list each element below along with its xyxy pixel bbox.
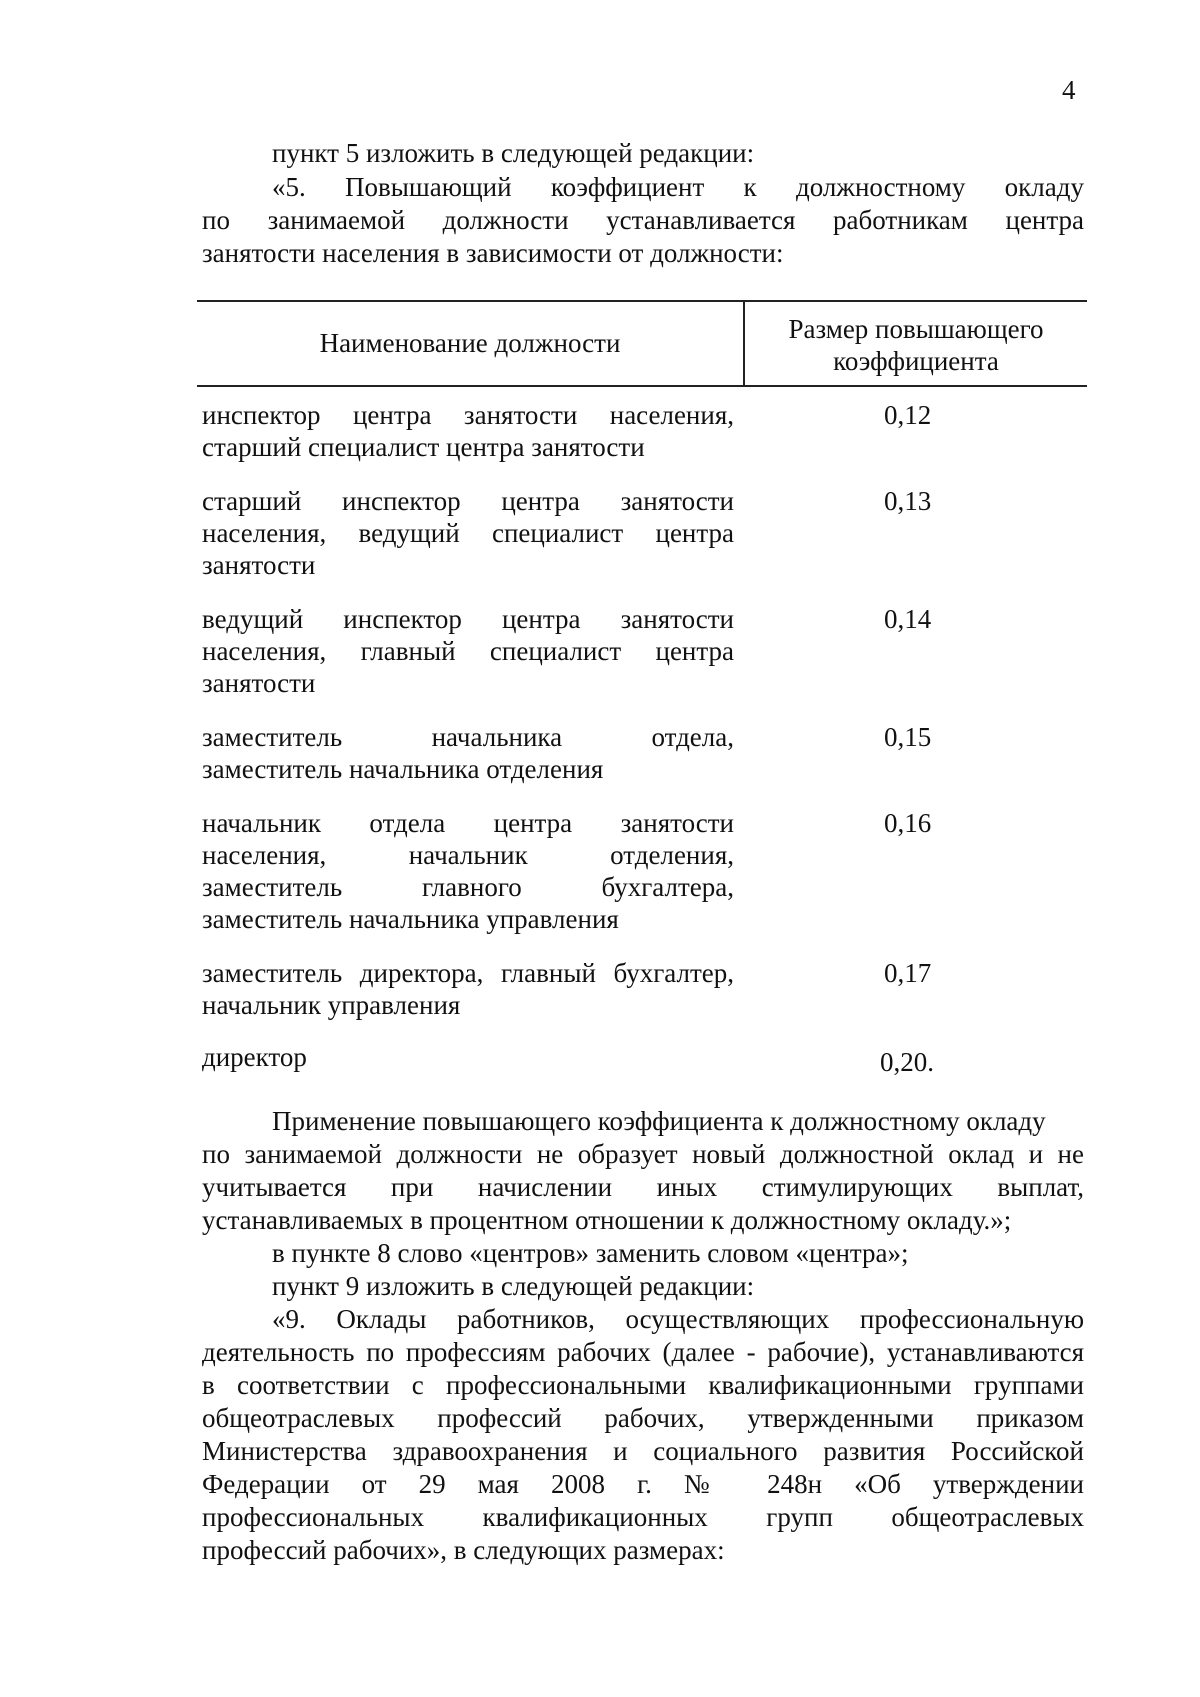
paragraph-line: профессиональных квалификационных групп общеотраслевых bbox=[202, 1502, 1084, 1532]
paragraph-line: устанавливаемых в процентном отношении к должностному окладу.»; bbox=[202, 1205, 1012, 1235]
row-text-line: старший специалист центра занятости bbox=[202, 432, 645, 462]
row-text-line: населения, ведущий специалист центра bbox=[202, 518, 734, 548]
table-row bbox=[202, 485, 734, 581]
row-text-line: населения, начальник отделения, bbox=[202, 840, 734, 870]
paragraph-line: пункт 9 изложить в следующей редакции: bbox=[272, 1271, 755, 1301]
page-number: 4 bbox=[1062, 75, 1076, 105]
paragraph-line: деятельность по профессиям рабочих (далее - рабочие), устанавливаются bbox=[202, 1337, 1084, 1367]
row-text-line: занятости bbox=[202, 550, 316, 580]
intro-line-3: по занимаемой должности устанавливается работникам центра bbox=[202, 205, 1084, 235]
row-text-line: заместитель директора, главный бухгалтер, bbox=[202, 958, 734, 988]
header-position-name: Наименование должности bbox=[319, 328, 621, 358]
row-coefficient: 0,16 bbox=[884, 808, 932, 838]
row-text-line: заместитель начальника отдела, bbox=[202, 722, 734, 752]
paragraph-line: «9. Оклады работников, осуществляющих профессиональную bbox=[272, 1304, 1084, 1334]
row-text-line: заместитель главного бухгалтера, bbox=[202, 872, 734, 902]
header-coefficient: Размер повышающего коэффициента bbox=[788, 314, 1044, 376]
row-coefficient: 0,20. bbox=[880, 1047, 934, 1077]
paragraph-line: Применение повышающего коэффициента к должностному окладу bbox=[272, 1106, 1046, 1136]
row-text-line: занятости bbox=[202, 668, 316, 698]
row-coefficient: 0,15 bbox=[884, 722, 932, 752]
table-row bbox=[202, 957, 734, 1021]
table-row bbox=[202, 399, 734, 463]
row-coefficient: 0,12 bbox=[884, 400, 932, 430]
paragraph-line: в пункте 8 слово «центров» заменить словом «центра»; bbox=[272, 1238, 909, 1268]
intro-line-2: «5. Повышающий коэффициент к должностному окладу bbox=[272, 172, 1084, 202]
table-row bbox=[202, 603, 734, 699]
row-text-line: директор bbox=[202, 1042, 307, 1072]
table-top-border bbox=[197, 300, 1087, 302]
row-text-line: начальник отдела центра занятости bbox=[202, 808, 734, 838]
row-text-line: начальник управления bbox=[202, 990, 461, 1020]
paragraph-line: профессий рабочих», в следующих размерах: bbox=[202, 1535, 725, 1565]
row-coefficient: 0,14 bbox=[884, 604, 932, 634]
paragraph-line: Министерства здравоохранения и социального развития Российской bbox=[202, 1436, 1084, 1466]
paragraph-line: учитывается при начислении иных стимулирующих выплат, bbox=[202, 1172, 1084, 1202]
table-row bbox=[202, 721, 734, 785]
table-row bbox=[202, 1041, 734, 1073]
paragraph-line: по занимаемой должности не образует новый должностной оклад и не bbox=[202, 1139, 1084, 1169]
row-text-line: инспектор центра занятости населения, bbox=[202, 400, 734, 430]
row-text-line: старший инспектор центра занятости bbox=[202, 486, 734, 516]
table-row bbox=[202, 807, 734, 935]
row-text-line: заместитель начальника отделения bbox=[202, 754, 604, 784]
paragraph-line: Федерации от 29 мая 2008 г. № 248н «Об утверждении bbox=[202, 1469, 1084, 1499]
row-coefficient: 0,17 bbox=[884, 958, 932, 988]
paragraph-line: общеотраслевых профессий рабочих, утвержденными приказом bbox=[202, 1403, 1084, 1433]
intro-line-1: пункт 5 изложить в следующей редакции: bbox=[272, 138, 755, 168]
row-coefficient: 0,13 bbox=[884, 486, 932, 516]
paragraph-line: в соответствии с профессиональными квалификационными группами bbox=[202, 1370, 1084, 1400]
row-text-line: ведущий инспектор центра занятости bbox=[202, 604, 734, 634]
intro-line-4: занятости населения в зависимости от должности: bbox=[202, 238, 784, 268]
table-header-divider bbox=[197, 385, 1087, 387]
row-text-line: заместитель начальника управления bbox=[202, 904, 619, 934]
row-text-line: населения, главный специалист центра bbox=[202, 636, 734, 666]
